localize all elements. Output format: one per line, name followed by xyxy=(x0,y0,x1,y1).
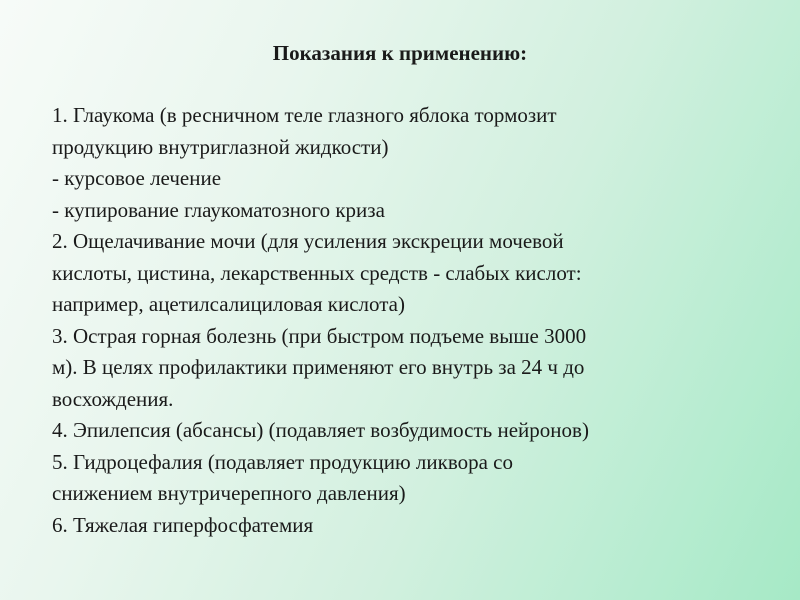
content-line: кислоты, цистина, лекарственных средств - слабых кислот: xyxy=(52,260,582,285)
content-line: 1. Глаукома (в ресничном теле глазного яблока тормозит xyxy=(52,103,557,127)
content-line: м). В целях профилактики применяют его внутрь за 24 ч до xyxy=(52,355,585,379)
content-line: 5. Гидроцефалия (подавляет продукцию ликвора со xyxy=(52,449,513,474)
content-line: - курсовое лечение xyxy=(52,166,222,190)
content-line: 2. Ощелачивание мочи (для усиления экскреции мочевой xyxy=(52,229,564,253)
content-line: 3. Острая горная болезнь (при быстром подъеме выше 3000 xyxy=(52,323,587,348)
content-line: например, ацетилсалициловая кислота) xyxy=(52,292,405,316)
content-line: 6. Тяжелая гиперфосфатемия xyxy=(52,512,314,537)
slide-title: Показания к применению: xyxy=(272,41,528,65)
content-line: 4. Эпилепсия (абсансы) (подавляет возбудимость нейронов) xyxy=(52,418,589,442)
content-line: - купирование глаукоматозного криза xyxy=(52,197,385,222)
content-line: снижением внутричерепного давления) xyxy=(52,481,406,505)
content-line: продукцию внутриглазной жидкости) xyxy=(52,134,389,159)
slide-content xyxy=(52,100,782,541)
content-line: восхождения. xyxy=(52,386,174,411)
